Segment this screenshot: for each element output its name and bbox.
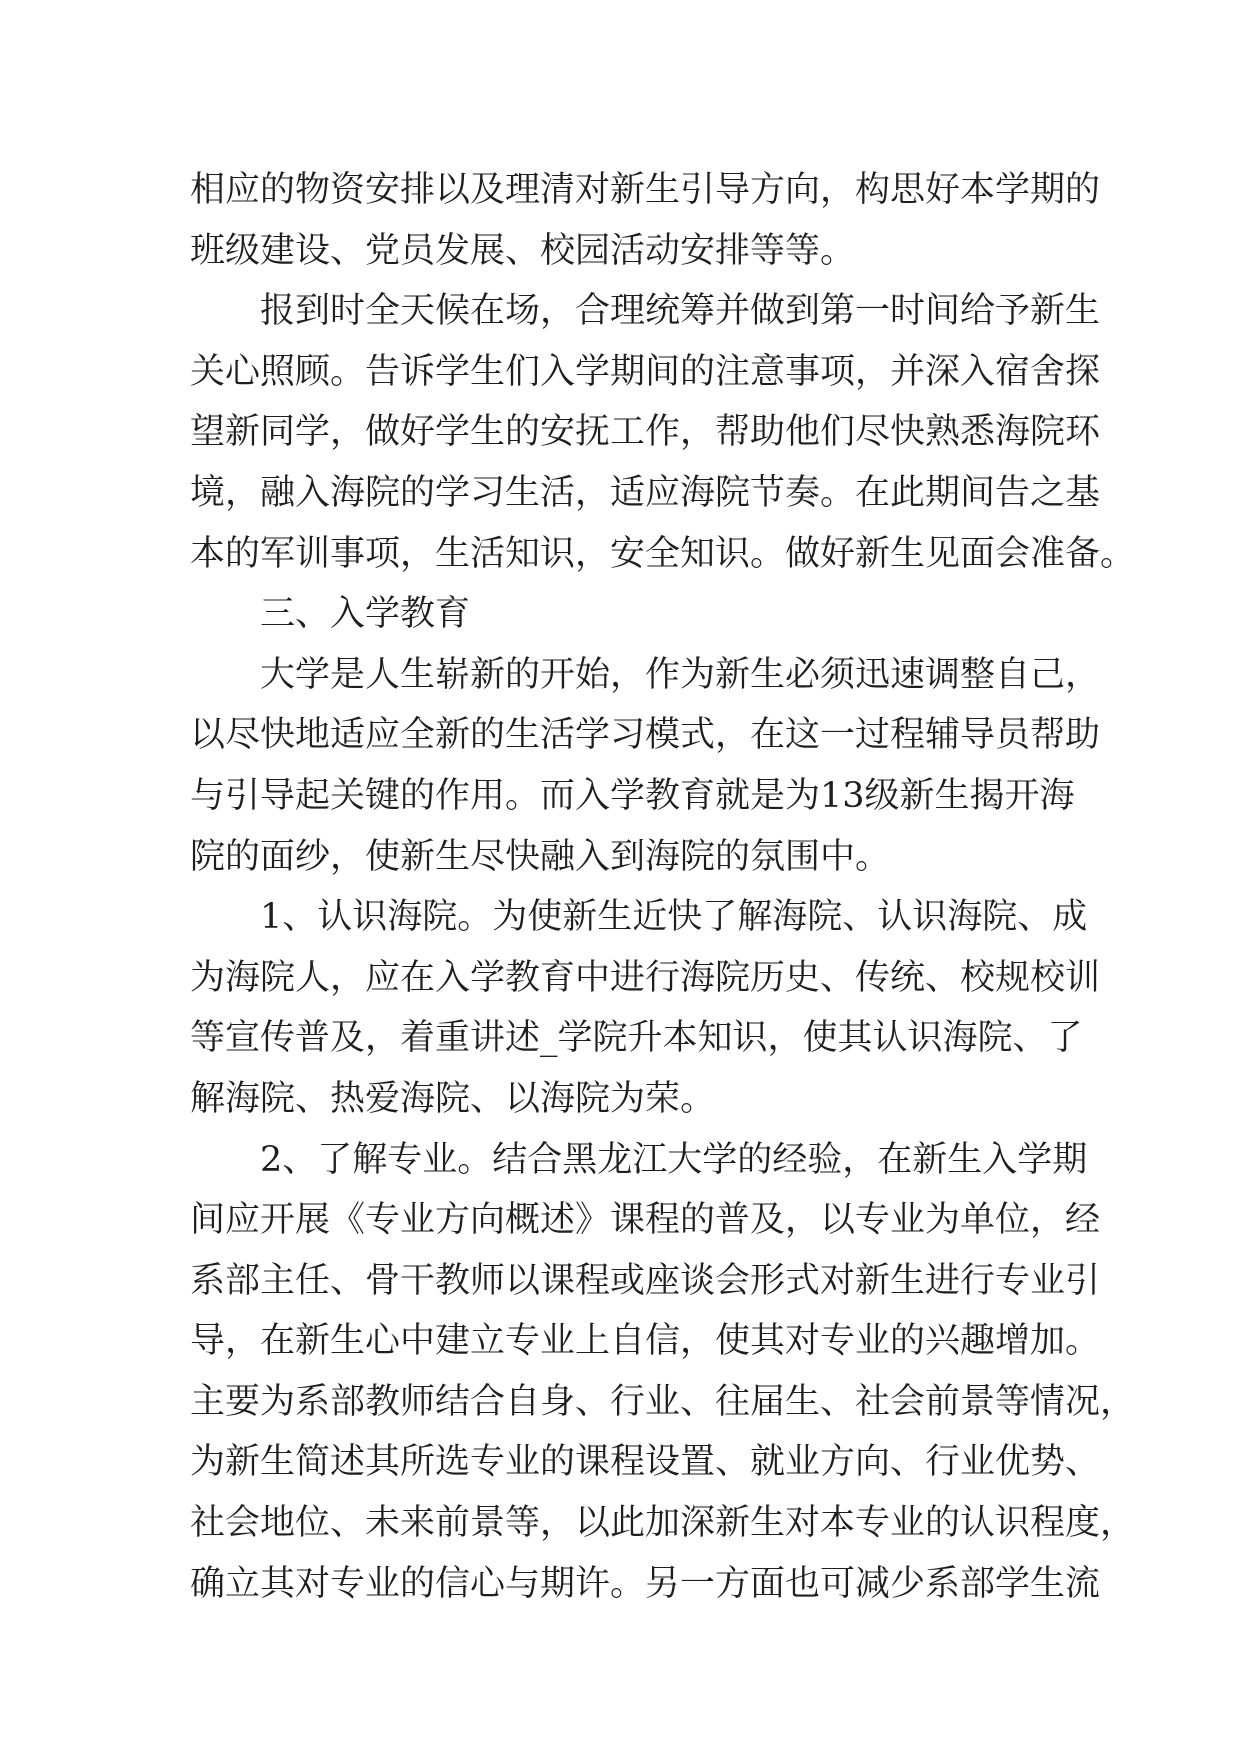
- text-line: 确立其对专业的信心与期许。另一方面也可减少系部学生流: [190, 1563, 1101, 1604]
- text-line: 三、入学教育: [260, 594, 471, 635]
- text-line: 境，融入海院的学习生活，适应海院节奏。在此期间告之基: [190, 472, 1101, 513]
- text-line: 间应开展《专业方向概述》课程的普及，以专业为单位，经: [190, 1200, 1101, 1241]
- text-line: 1、认识海院。为使新生近快了解海院、认识海院、成: [260, 897, 1088, 938]
- text-line: 相应的物资安排以及理清对新生引导方向，构思好本学期的: [190, 170, 1101, 210]
- text-line: 本的军训事项，生活知识，安全知识。做好新生见面会准备。: [190, 533, 1136, 574]
- text-line: 与引导起关键的作用。而入学教育就是为13级新生揭开海: [190, 775, 1075, 816]
- text-line: 为海院人，应在入学教育中进行海院历史、传统、校规校训: [190, 957, 1101, 998]
- text-line: 社会地位、未来前景等，以此加深新生对本专业的认识程度，: [190, 1503, 1136, 1544]
- text-line: 系部主任、骨干教师以课程或座谈会形式对新生进行专业引: [190, 1260, 1101, 1301]
- document-body: [190, 160, 1136, 1614]
- text-line: 班级建设、党员发展、校园活动安排等等。: [190, 230, 856, 271]
- text-line: 大学是人生崭新的开始，作为新生必须迅速调整自己，: [260, 654, 1101, 695]
- text-line: 主要为系部教师结合自身、行业、往届生、社会前景等情况，: [190, 1381, 1136, 1422]
- text-line: 等宣传普及，着重讲述_学院升本知识，使其认识海院、了: [190, 1018, 1083, 1059]
- text-line: 为新生简述其所选专业的课程设置、就业方向、行业优势、: [190, 1442, 1101, 1483]
- text-line: 导，在新生心中建立专业上自信，使其对专业的兴趣增加。: [190, 1321, 1101, 1362]
- text-line: 以尽快地适应全新的生活学习模式，在这一过程辅导员帮助: [190, 715, 1101, 756]
- text-line: 关心照顾。告诉学生们入学期间的注意事项，并深入宿舍探: [190, 351, 1101, 392]
- text-line: 院的面纱，使新生尽快融入到海院的氛围中。: [190, 836, 891, 877]
- text-line: 解海院、热爱海院、以海院为荣。: [190, 1078, 716, 1119]
- text-line: 望新同学，做好学生的安抚工作，帮助他们尽快熟悉海院环: [190, 412, 1101, 453]
- text-line: 2、了解专业。结合黑龙江大学的经验，在新生入学期: [260, 1139, 1088, 1180]
- text-line: 报到时全天候在场，合理统筹并做到第一时间给予新生: [260, 291, 1101, 332]
